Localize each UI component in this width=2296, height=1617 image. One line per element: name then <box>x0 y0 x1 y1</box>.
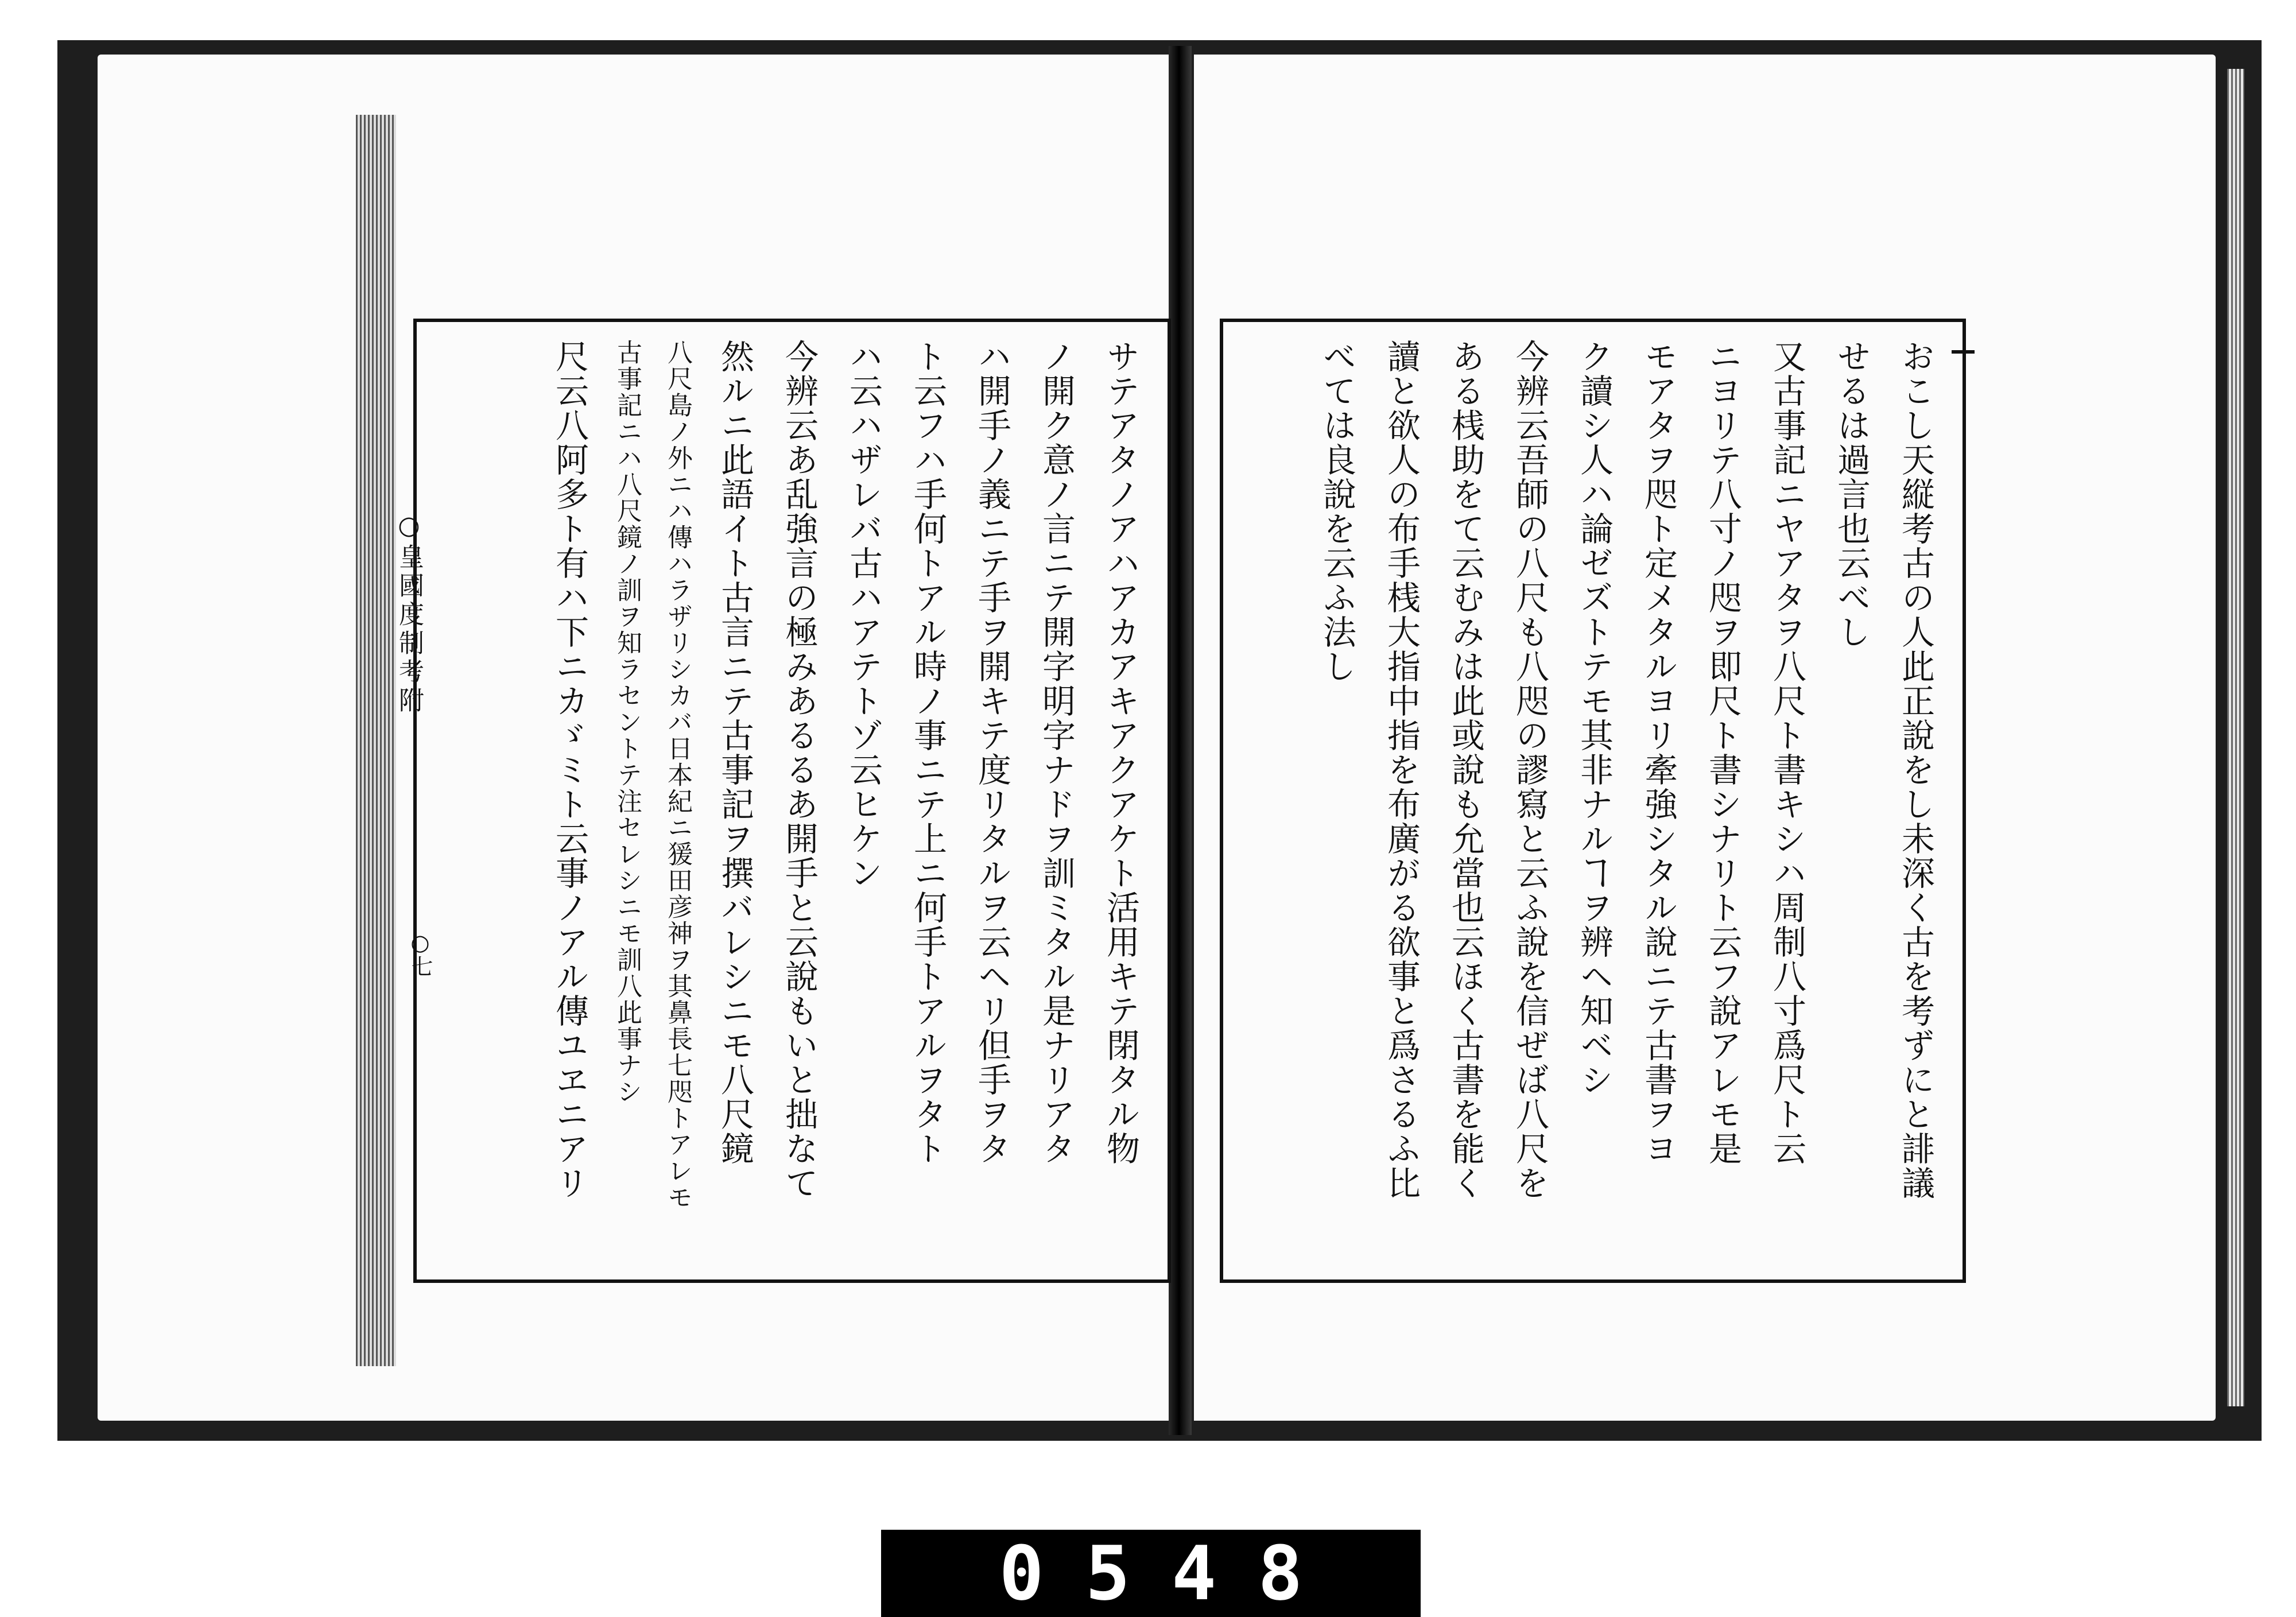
text-column: 今辨云吾師の八尺も八咫の謬寫と云ふ說を信ぜば八尺を <box>1510 339 1549 1200</box>
text-column: モアタヲ咫ト定メタルヨリ牽強シタル說ニテ古書ヲヨ <box>1639 339 1678 1166</box>
text-column: おこし天縦考古の人此正說をし未深く古を考ずにと誹議 <box>1896 339 1935 1200</box>
margin-title: ○皇國度制考附 <box>394 511 424 716</box>
text-column: 讀と欲人の布手桟大指中指を布廣がる欲事と爲さるふ比 <box>1382 339 1421 1200</box>
text-column: ハ云ハザレバ古ハアテトゾ云ヒケン <box>844 339 883 890</box>
text-column: 然ルニ此語イト古言ニテ古事記ヲ撰バレシニモ八尺鏡 <box>715 339 754 1166</box>
text-column: 八尺島ノ外ニハ傳ハラザリシカバ日本紀ニ猨田彦神ヲ其鼻長七咫トアレモ <box>663 339 692 1211</box>
left-page-edges <box>356 115 396 1366</box>
text-column: ある桟助をて云むみは此或說も允當也云ほく古書を能く <box>1446 339 1485 1200</box>
text-column: ク讀シ人ハ論ゼズトテモ其非ナルヿヲ辨ヘ知ベシ <box>1574 339 1614 1097</box>
text-column: ニヨリテ八寸ノ咫ヲ即尺ト書シナリト云フ說アレモ是 <box>1703 339 1742 1166</box>
frame-number-plate <box>881 1530 1421 1617</box>
left-text-frame <box>413 319 1171 1283</box>
page-number: ○七 <box>408 930 433 977</box>
text-column: 又古事記ニヤアタヲ八尺ト書キシハ周制八寸爲尺ト云 <box>1767 339 1806 1166</box>
text-column: べては良說を云ふ法し <box>1317 339 1356 684</box>
text-column: ノ開ク意ノ言ニテ開字明字ナドヲ訓ミタル是ナリアタ <box>1037 339 1076 1166</box>
text-column: 尺云八阿多ト有ハ下ニカゞミト云事ノアル傳ユヱニアリ <box>550 339 589 1200</box>
text-column: 古事記ニハ八尺鏡ノ訓ヲ知ラセントテ注セレシニモ訓八此事ナシ <box>612 339 642 1105</box>
right-text-frame <box>1220 319 1966 1283</box>
text-column: ハ開手ノ義ニテ手ヲ開キテ度リタルヲ云ヘリ但手ヲタ <box>972 339 1011 1166</box>
book-spine <box>1169 46 1192 1435</box>
frame-number: 0548 <box>999 1530 1344 1617</box>
left-text-columns <box>432 339 1153 1262</box>
right-page-edges <box>2227 69 2244 1406</box>
right-text-columns <box>1238 339 1948 1262</box>
frame-tick-mark <box>1952 350 1975 354</box>
text-column: サテアタノアハアカアキアクアケト活用キテ閉タル物 <box>1101 339 1140 1166</box>
text-column: 今辨云あ乱強言の極みあるるあ開手と云說もいと拙なて <box>779 339 819 1200</box>
text-column: せるは過言也云べし <box>1832 339 1871 649</box>
text-column: ト云フハ手何トアル時ノ事ニテ上ニ何手トアルヲタト <box>908 339 947 1166</box>
